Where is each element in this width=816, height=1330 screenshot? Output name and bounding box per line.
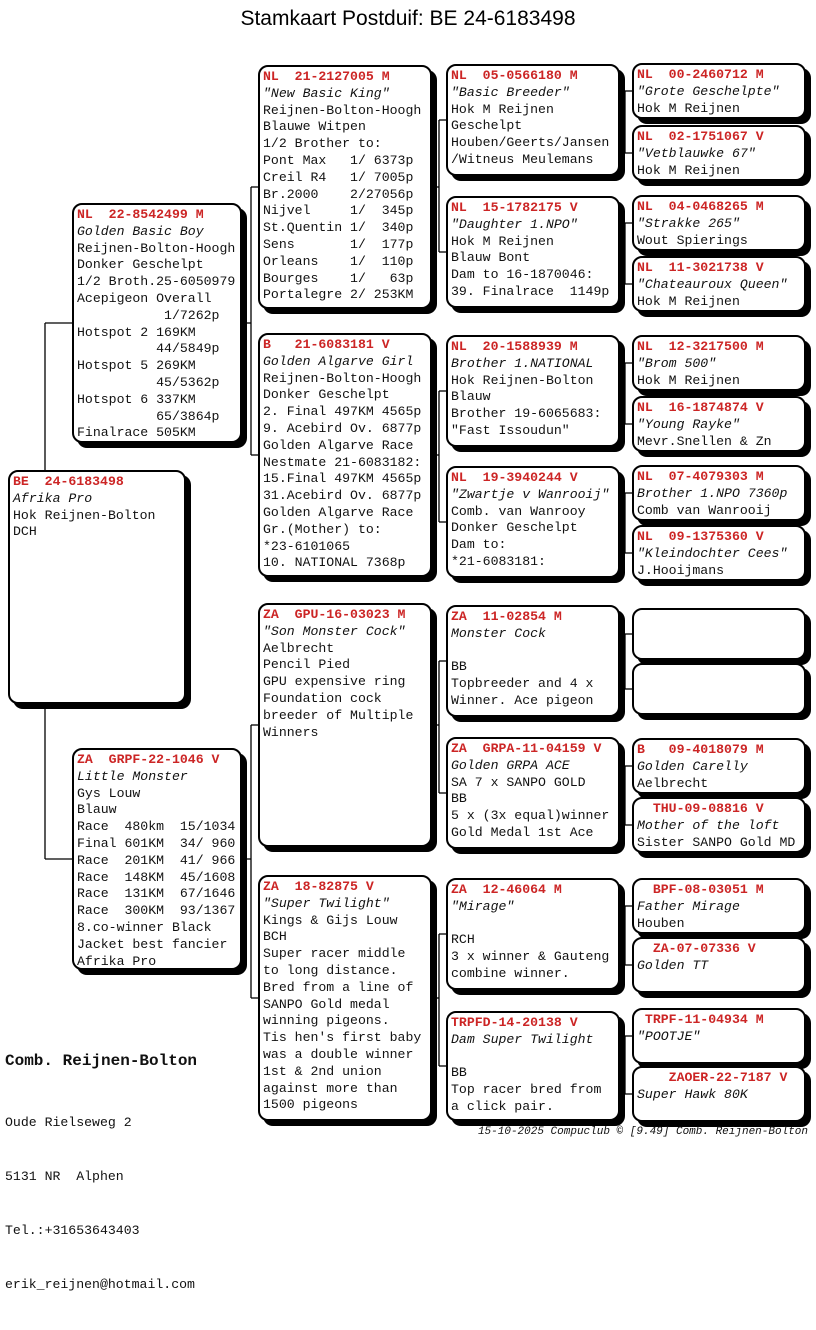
pigeon-info-line: Portalegre 2/ 253KM — [263, 287, 414, 303]
pigeon-info-line: Sens 1/ 177p — [263, 236, 414, 252]
pedigree-box-nl-09-1375360 — [632, 525, 806, 581]
contact-phone: Tel.:+31653643403 — [5, 1223, 140, 1238]
pigeon-info-line: 44/5849p — [77, 341, 220, 357]
pigeon-info-line: Topbreeder and 4 x — [451, 676, 594, 692]
pigeon-info-line: J.Hooijmans — [637, 562, 725, 578]
ring-number: NL 02-1751067 V — [637, 129, 764, 144]
pedigree-box-nl-11-3021738 — [632, 256, 806, 312]
ring-number: THU-09-08816 V — [637, 801, 764, 816]
contact-name: Comb. Reijnen-Bolton — [5, 1052, 198, 1070]
pedigree-box-empty-2 — [632, 663, 806, 715]
ring-number: ZA GRPF-22-1046 V — [77, 752, 220, 767]
pigeon-info-line: Aelbrecht — [637, 775, 709, 791]
pigeon-info-line: 65/3864p — [77, 408, 220, 424]
pigeon-info-line: Gold Medal 1st Ace — [451, 824, 594, 840]
pigeon-info-line: Pont Max 1/ 6373p — [263, 152, 414, 168]
pedigree-box-nl-21-2127005 — [258, 65, 432, 309]
pigeon-name: "Brom 500" — [637, 355, 717, 371]
ring-number: ZA 18-82875 V — [263, 879, 374, 894]
pigeon-name: Golden Algarve Girl — [263, 353, 414, 369]
pigeon-name: "Super Twilight" — [263, 895, 390, 911]
pigeon-info-line — [451, 916, 615, 933]
pigeon-info-line: 1/7262p — [77, 307, 220, 323]
pedigree-box-nl-02-1751067 — [632, 125, 806, 181]
contact-street: Oude Rielseweg 2 — [5, 1115, 132, 1130]
pigeon-info-line: Hok Reijnen-Bolton — [13, 507, 156, 523]
pigeon-info-line: 1/2 Brother to: — [263, 136, 382, 152]
pigeon-name: "Mirage" — [451, 898, 515, 914]
pigeon-info-line: Race 480km 15/1034 — [77, 819, 236, 835]
ring-number: ZA 11-02854 M — [451, 609, 562, 624]
pigeon-info-line: Brother 19-6065683: — [451, 406, 602, 422]
ring-number: TRPF-11-04934 M — [637, 1012, 764, 1027]
pigeon-name: "Daughter 1.NPO" — [451, 216, 578, 232]
pigeon-info-line: *23-6101065 — [263, 538, 351, 554]
pigeon-info-line: Nestmate 21-6083182: — [263, 454, 422, 470]
ring-number: TRPFD-14-20138 V — [451, 1015, 578, 1030]
pedigree-box-trpf-11-04934 — [632, 1008, 806, 1064]
pigeon-info-line: Hok Reijnen-Bolton — [451, 372, 594, 388]
pigeon-info-line: Mevr.Snellen & Zn — [637, 433, 772, 449]
pedigree-box-za-18-82875 — [258, 875, 432, 1121]
pedigree-box-za-11-02854 — [446, 605, 620, 717]
pigeon-name: "Zwartje v Wanrooij" — [451, 486, 610, 502]
pigeon-info-line: Blauw Bont — [451, 250, 531, 266]
pigeon-info-line: Final 601KM 34/ 960 — [77, 835, 236, 851]
pedigree-box-nl-04-0468265 — [632, 195, 806, 251]
pigeon-name: "Basic Breeder" — [451, 84, 570, 100]
pigeon-info-line: Hotspot 5 269KM — [77, 358, 196, 374]
ring-number: NL 11-3021738 V — [637, 260, 764, 275]
pigeon-info-line: Hotspot 2 169KM — [77, 324, 196, 340]
ring-number: NL 04-0468265 M — [637, 199, 764, 214]
contact-city: 5131 NR Alphen — [5, 1169, 124, 1184]
pigeon-name: Mother of the loft — [637, 817, 780, 833]
pigeon-info-line: Geschelpt — [451, 118, 523, 134]
pigeon-info-line: SA 7 x SANPO GOLD — [451, 774, 586, 790]
pigeon-info-line: Houben/Geerts/Jansen — [451, 135, 610, 151]
pigeon-info-line: breeder of Multiple — [263, 707, 414, 723]
pigeon-info-line: to long distance. — [263, 962, 398, 978]
pigeon-info-line: Hok M Reijnen — [451, 101, 554, 117]
ring-number: ZA GRPA-11-04159 V — [451, 741, 602, 756]
pigeon-info-line: DCH — [13, 524, 37, 540]
ring-number: NL 09-1375360 V — [637, 529, 764, 544]
ring-number: NL 15-1782175 V — [451, 200, 578, 215]
ring-number: NL 19-3940244 V — [451, 470, 578, 485]
pigeon-name: Monster Cock — [451, 625, 546, 641]
pigeon-name: "Strakke 265" — [637, 215, 740, 231]
pigeon-info-line: Blauwe Witpen — [263, 119, 366, 135]
pigeon-info-line: BCH — [263, 929, 287, 945]
pigeon-info-line: Pencil Pied — [263, 657, 351, 673]
pedigree-box-nl-12-3217500 — [632, 335, 806, 391]
pigeon-info-line: St.Quentin 1/ 340p — [263, 220, 414, 236]
pedigree-box-za-07-07336 — [632, 937, 806, 993]
ring-number: BE 24-6183498 — [13, 474, 124, 489]
pedigree-box-nl-00-2460712 — [632, 63, 806, 119]
pigeon-info-line: 10. NATIONAL 7368p — [263, 555, 406, 571]
pigeon-info-line: winning pigeons. — [263, 1013, 390, 1029]
pigeon-info-line: Donker Geschelpt — [263, 387, 390, 403]
pigeon-info-line: Comb van Wanrooij — [637, 502, 772, 518]
pigeon-info-line: Acepigeon Overall — [77, 290, 212, 306]
pigeon-info-line: 9. Acebird Ov. 6877p — [263, 420, 422, 436]
ring-number: ZAOER-22-7187 V — [637, 1070, 788, 1085]
pigeon-info-line: Winners — [263, 724, 319, 740]
pigeon-info-line: a click pair. — [451, 1098, 554, 1114]
pedigree-box-za-12-46064 — [446, 878, 620, 990]
pigeon-name: "Grote Geschelpte" — [637, 83, 780, 99]
pedigree-box-nl-15-1782175 — [446, 196, 620, 308]
pigeon-name: Super Hawk 80K — [637, 1086, 748, 1102]
pigeon-info-line: Top racer bred from — [451, 1082, 602, 1098]
pigeon-info-line: 31.Acebird Ov. 6877p — [263, 488, 422, 504]
pigeon-info-line: "Fast Issoudun" — [451, 422, 570, 438]
pigeon-info-line: Aelbrecht — [263, 640, 335, 656]
pigeon-info-line: Reijnen-Bolton-Hoogh — [77, 240, 236, 256]
pigeon-info-line: RCH — [451, 932, 475, 948]
pedigree-box-thu-09-08816 — [632, 797, 806, 853]
pigeon-info-line: Tis hen's first baby — [263, 1030, 422, 1046]
pigeon-name: Brother 1.NPO 7360p — [637, 485, 788, 501]
pigeon-info-line: Jacket best fancier — [77, 936, 228, 952]
pigeon-info-line: BB — [451, 659, 467, 675]
pigeon-info-line: 45/5362p — [77, 374, 220, 390]
ring-number: NL 05-0566180 M — [451, 68, 578, 83]
pigeon-name: Golden Basic Boy — [77, 223, 204, 239]
pigeon-info-line: 5 x (3x equal)winner — [451, 808, 610, 824]
pedigree-box-b-21-6083181 — [258, 333, 432, 577]
ring-number: NL 21-2127005 M — [263, 69, 390, 84]
ring-number: BPF-08-03051 M — [637, 882, 764, 897]
ring-number: NL 12-3217500 M — [637, 339, 764, 354]
page-title: Stamkaart Postduif: BE 24-6183498 — [240, 7, 576, 30]
pigeon-name: Dam Super Twilight — [451, 1031, 594, 1047]
pigeon-name: Father Mirage — [637, 898, 740, 914]
pigeon-info-line: Bred from a line of — [263, 979, 414, 995]
pigeon-info-line: BB — [451, 791, 467, 807]
pigeon-info-line — [451, 643, 615, 660]
pigeon-name: Afrika Pro — [13, 490, 93, 506]
ring-number: B 21-6083181 V — [263, 337, 390, 352]
pigeon-info-line: SANPO Gold medal — [263, 996, 390, 1012]
pigeon-info-line: Golden Algarve Race — [263, 437, 414, 453]
pigeon-info-line: Creil R4 1/ 7005p — [263, 169, 414, 185]
pedigree-box-trpfd-14-20138 — [446, 1011, 620, 1121]
pigeon-name: Golden GRPA ACE — [451, 757, 570, 773]
pigeon-info-line: Hotspot 6 337KM — [77, 391, 196, 407]
pigeon-info-line: 2. Final 497KM 4565p — [263, 404, 422, 420]
pedigree-box-nl-07-4079303 — [632, 465, 806, 521]
pigeon-name: "Kleindochter Cees" — [637, 545, 788, 561]
pigeon-info-line: Wout Spierings — [637, 232, 748, 248]
ring-number: ZA GPU-16-03023 M — [263, 607, 406, 622]
pigeon-info-line: Dam to: — [451, 537, 507, 553]
pigeon-info-line: BB — [451, 1065, 467, 1081]
pedigree-box-nl-16-1874874 — [632, 396, 806, 452]
pedigree-box-zaoer-22-7187 — [632, 1066, 806, 1122]
pedigree-box-b-09-4018079 — [632, 738, 806, 794]
contact-email: erik_reijnen@hotmail.com — [5, 1277, 195, 1292]
pigeon-info-line: combine winner. — [451, 965, 570, 981]
pigeon-name: Little Monster — [77, 768, 188, 784]
pigeon-info-line: Foundation cock — [263, 690, 382, 706]
pigeon-info-line: Dam to 16-1870046: — [451, 267, 594, 283]
pigeon-info-line: Golden Algarve Race — [263, 504, 414, 520]
pigeon-info-line: Donker Geschelpt — [77, 257, 204, 273]
pigeon-info-line: Gr.(Mother) to: — [263, 521, 382, 537]
ring-number: NL 20-1588939 M — [451, 339, 578, 354]
pigeon-info-line: 3 x winner & Gauteng — [451, 949, 610, 965]
pigeon-info-line: Hok M Reijnen — [637, 293, 740, 309]
pedigree-box-za-grpf-22-1046 — [72, 748, 242, 970]
print-footer: 15-10-2025 Compuclub © [9.49] Comb. Reijnen-Bolton — [477, 1126, 808, 1138]
pigeon-name: "Chateauroux Queen" — [637, 276, 788, 292]
pedigree-box-nl-19-3940244 — [446, 466, 620, 578]
pedigree-box-nl-20-1588939 — [446, 335, 620, 447]
pigeon-info-line: Finalrace 505KM — [77, 425, 196, 441]
pigeon-name: "New Basic King" — [263, 85, 390, 101]
pigeon-info-line: against more than — [263, 1080, 398, 1096]
ring-number: NL 22-8542499 M — [77, 207, 204, 222]
pigeon-info-line: Hok M Reijnen — [637, 162, 740, 178]
pigeon-info-line: GPU expensive ring — [263, 674, 406, 690]
ring-number: ZA 12-46064 M — [451, 882, 562, 897]
pigeon-info-line: Gys Louw — [77, 785, 141, 801]
pigeon-info-line: Reijnen-Bolton-Hoogh — [263, 370, 422, 386]
pigeon-info-line: was a double winner — [263, 1046, 414, 1062]
pedigree-box-bpf-08-03051 — [632, 878, 806, 934]
pigeon-info-line: *21-6083181: — [451, 553, 546, 569]
pigeon-info-line — [451, 1049, 615, 1066]
ring-number: NL 16-1874874 V — [637, 400, 764, 415]
ring-number: NL 00-2460712 M — [637, 67, 764, 82]
pigeon-info-line: Race 201KM 41/ 966 — [77, 852, 236, 868]
pigeon-info-line: Hok M Reijnen — [637, 100, 740, 116]
ring-number: B 09-4018079 M — [637, 742, 764, 757]
pigeon-name: "Young Rayke" — [637, 416, 740, 432]
pedigree-box-za-grpa-11-04159 — [446, 737, 620, 849]
pigeon-info-line: 1500 pigeons — [263, 1097, 358, 1113]
pigeon-info-line: Hok M Reijnen — [451, 233, 554, 249]
pigeon-info-line: Winner. Ace pigeon — [451, 692, 594, 708]
pigeon-info-line: Bourges 1/ 63p — [263, 270, 414, 286]
ring-number: ZA-07-07336 V — [637, 941, 756, 956]
pigeon-info-line: Blauw — [77, 802, 117, 818]
pigeon-info-line: Donker Geschelpt — [451, 520, 578, 536]
pigeon-info-line: 15.Final 497KM 4565p — [263, 471, 422, 487]
ring-number: NL 07-4079303 M — [637, 469, 764, 484]
pigeon-info-line: Br.2000 2/27056p — [263, 186, 414, 202]
pedigree-box-nl-22-8542499 — [72, 203, 242, 443]
pigeon-info-line: 39. Finalrace 1149p — [451, 283, 610, 299]
pigeon-info-line: Race 148KM 45/1608 — [77, 869, 236, 885]
pigeon-name: Golden Carelly — [637, 758, 748, 774]
pigeon-name: "Vetblauwke 67" — [637, 145, 756, 161]
pigeon-info-line: Comb. van Wanrooy — [451, 503, 586, 519]
pigeon-info-line: Nijvel 1/ 345p — [263, 203, 414, 219]
pigeon-info-line: Reijnen-Bolton-Hoogh — [263, 102, 422, 118]
pigeon-info-line: Sister SANPO Gold MD — [637, 834, 796, 850]
pigeon-name: "POOTJE" — [637, 1028, 701, 1044]
pedigree-box-be-24-6183498 — [8, 470, 186, 704]
pedigree-box-nl-05-0566180 — [446, 64, 620, 176]
pigeon-info-line: 1st & 2nd union — [263, 1063, 382, 1079]
pigeon-info-line: Kings & Gijs Louw — [263, 912, 398, 928]
pigeon-info-line: Blauw — [451, 389, 491, 405]
pigeon-name: Golden TT — [637, 957, 709, 973]
pigeon-info-line: Race 131KM 67/1646 — [77, 886, 236, 902]
pigeon-name: Brother 1.NATIONAL — [451, 355, 594, 371]
pigeon-info-line: Super racer middle — [263, 946, 406, 962]
contact-block — [5, 1016, 197, 1330]
pigeon-info-line: Orleans 1/ 110p — [263, 253, 414, 269]
pigeon-info-line: Hok M Reijnen — [637, 372, 740, 388]
pigeon-info-line: Houben — [637, 915, 685, 931]
pigeon-info-line: Race 300KM 93/1367 — [77, 903, 236, 919]
pigeon-info-line: 1/2 Broth.25-6050979 — [77, 274, 236, 290]
pigeon-info-line: /Witneus Meulemans — [451, 151, 594, 167]
pedigree-box-empty-1 — [632, 608, 806, 660]
pigeon-info-line: 8.co-winner Black — [77, 919, 212, 935]
pedigree-box-za-gpu-16-03023 — [258, 603, 432, 847]
pigeon-name: "Son Monster Cock" — [263, 623, 406, 639]
pigeon-info-line: Afrika Pro — [77, 953, 157, 969]
